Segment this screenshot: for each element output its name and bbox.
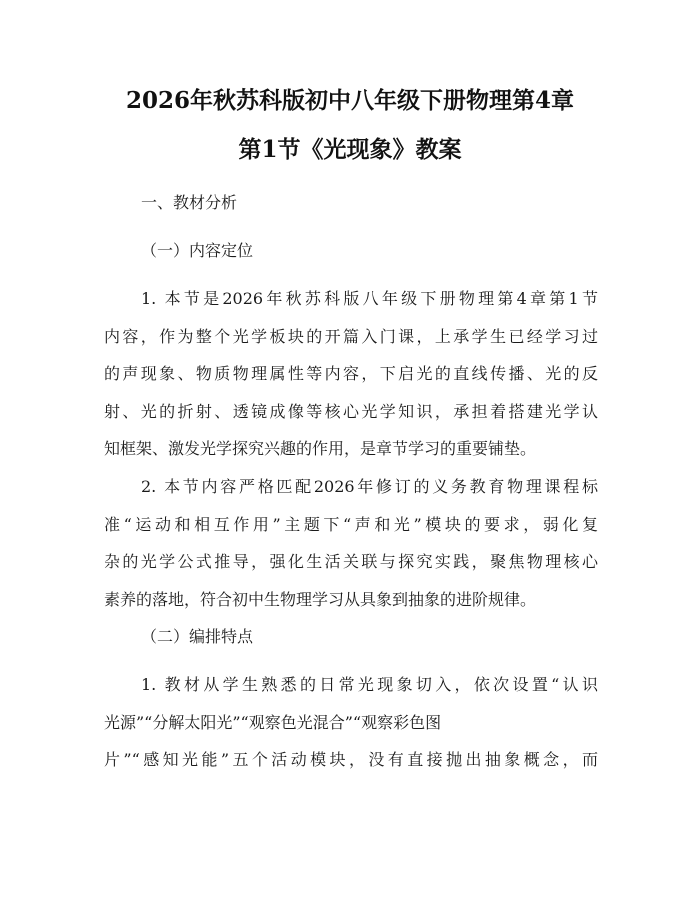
- subsection-heading-content-positioning: （一）内容定位: [141, 241, 254, 260]
- paragraph-2-line: 准“运动和相互作用”主题下“声和光”模块的要求，弱化复: [104, 514, 598, 534]
- paragraph-2-line: 素养的落地，符合初中生物理学习从具象到抽象的进阶规律。: [104, 589, 537, 609]
- paragraph-1-line: 知框架、激发光学探究兴趣的作用，是章节学习的重要铺垫。: [104, 439, 537, 458]
- paragraph-1-line: 射、光的折射、透镜成像等核心光学知识，承担着搭建光学认: [104, 401, 598, 421]
- paragraph-3: [104, 666, 598, 779]
- paragraph-3-line: 光源”“分解太阳光”“观察色光混合”“观察彩色图: [104, 712, 442, 732]
- paragraph-1-line: 1. 本节是2026年秋苏科版八年级下册物理第4章第1节: [141, 289, 598, 308]
- paragraph-1-line: 内容，作为整个光学板块的开篇入门课，上承学生已经学习过: [104, 326, 598, 346]
- paragraph-1: [104, 280, 598, 468]
- paragraph-3-line: 1. 教材从学生熟悉的日常光现象切入，依次设置“认识: [141, 675, 598, 694]
- paragraph-2-line: 杂的光学公式推导，强化生活关联与探究实践，聚焦物理核心: [104, 552, 598, 571]
- document-title-line-1: 2026年秋苏科版初中八年级下册物理第4章: [125, 87, 575, 114]
- paragraph-1-line: 的声现象、物质物理属性等内容，下启光的直线传播、光的反: [104, 364, 598, 383]
- subsection-heading-layout-features: （二）编排特点: [141, 627, 254, 646]
- paragraph-2-line: 2. 本节内容严格匹配2026年修订的义务教育物理课程标: [141, 477, 598, 496]
- document-title-line-2: 第1节《光现象》教案: [238, 136, 462, 163]
- paragraph-3-line: 片”“感知光能”五个活动模块，没有直接抛出抽象概念，而: [104, 750, 598, 769]
- section-heading-textbook-analysis: 一、教材分析: [141, 193, 238, 212]
- paragraph-2: [104, 468, 598, 618]
